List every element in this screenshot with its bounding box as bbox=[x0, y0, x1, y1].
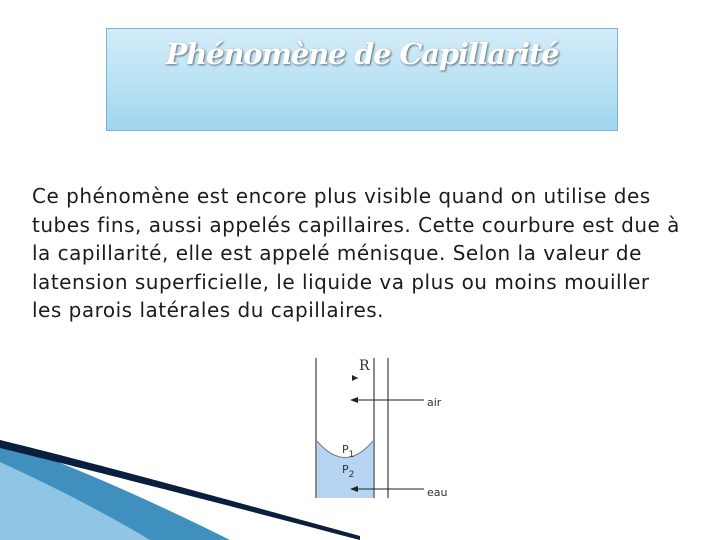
air-arrow-head bbox=[350, 397, 358, 403]
r-arrow-head bbox=[352, 375, 358, 381]
label-eau: eau bbox=[427, 486, 448, 499]
label-r: R bbox=[359, 358, 370, 374]
slide-title: Phénomène de Capillarité bbox=[165, 37, 559, 71]
paragraph-text-3: , le liquide va plus ou moins mouiller les parois latérales du capillaires. bbox=[32, 269, 650, 323]
link-tension-superficielle[interactable]: tension superficielle bbox=[50, 269, 263, 294]
label-p1: $P_1$ bbox=[342, 443, 355, 460]
label-p2: $P_2$ bbox=[342, 463, 355, 480]
paragraph-text-2: , elle est appelé ménisque. Selon la valeur de la bbox=[32, 241, 642, 294]
body-paragraph bbox=[32, 182, 682, 325]
paragraph-text-1: Ce phénomène est encore plus visible quand on utilise des tubes fins, aussi appelés capillaires. Cette courbure est due à la bbox=[32, 184, 680, 266]
decorative-sweep bbox=[0, 440, 360, 540]
title-box bbox=[106, 28, 618, 131]
link-capillarite[interactable]: capillarité bbox=[57, 241, 162, 266]
label-air: air bbox=[427, 396, 442, 409]
